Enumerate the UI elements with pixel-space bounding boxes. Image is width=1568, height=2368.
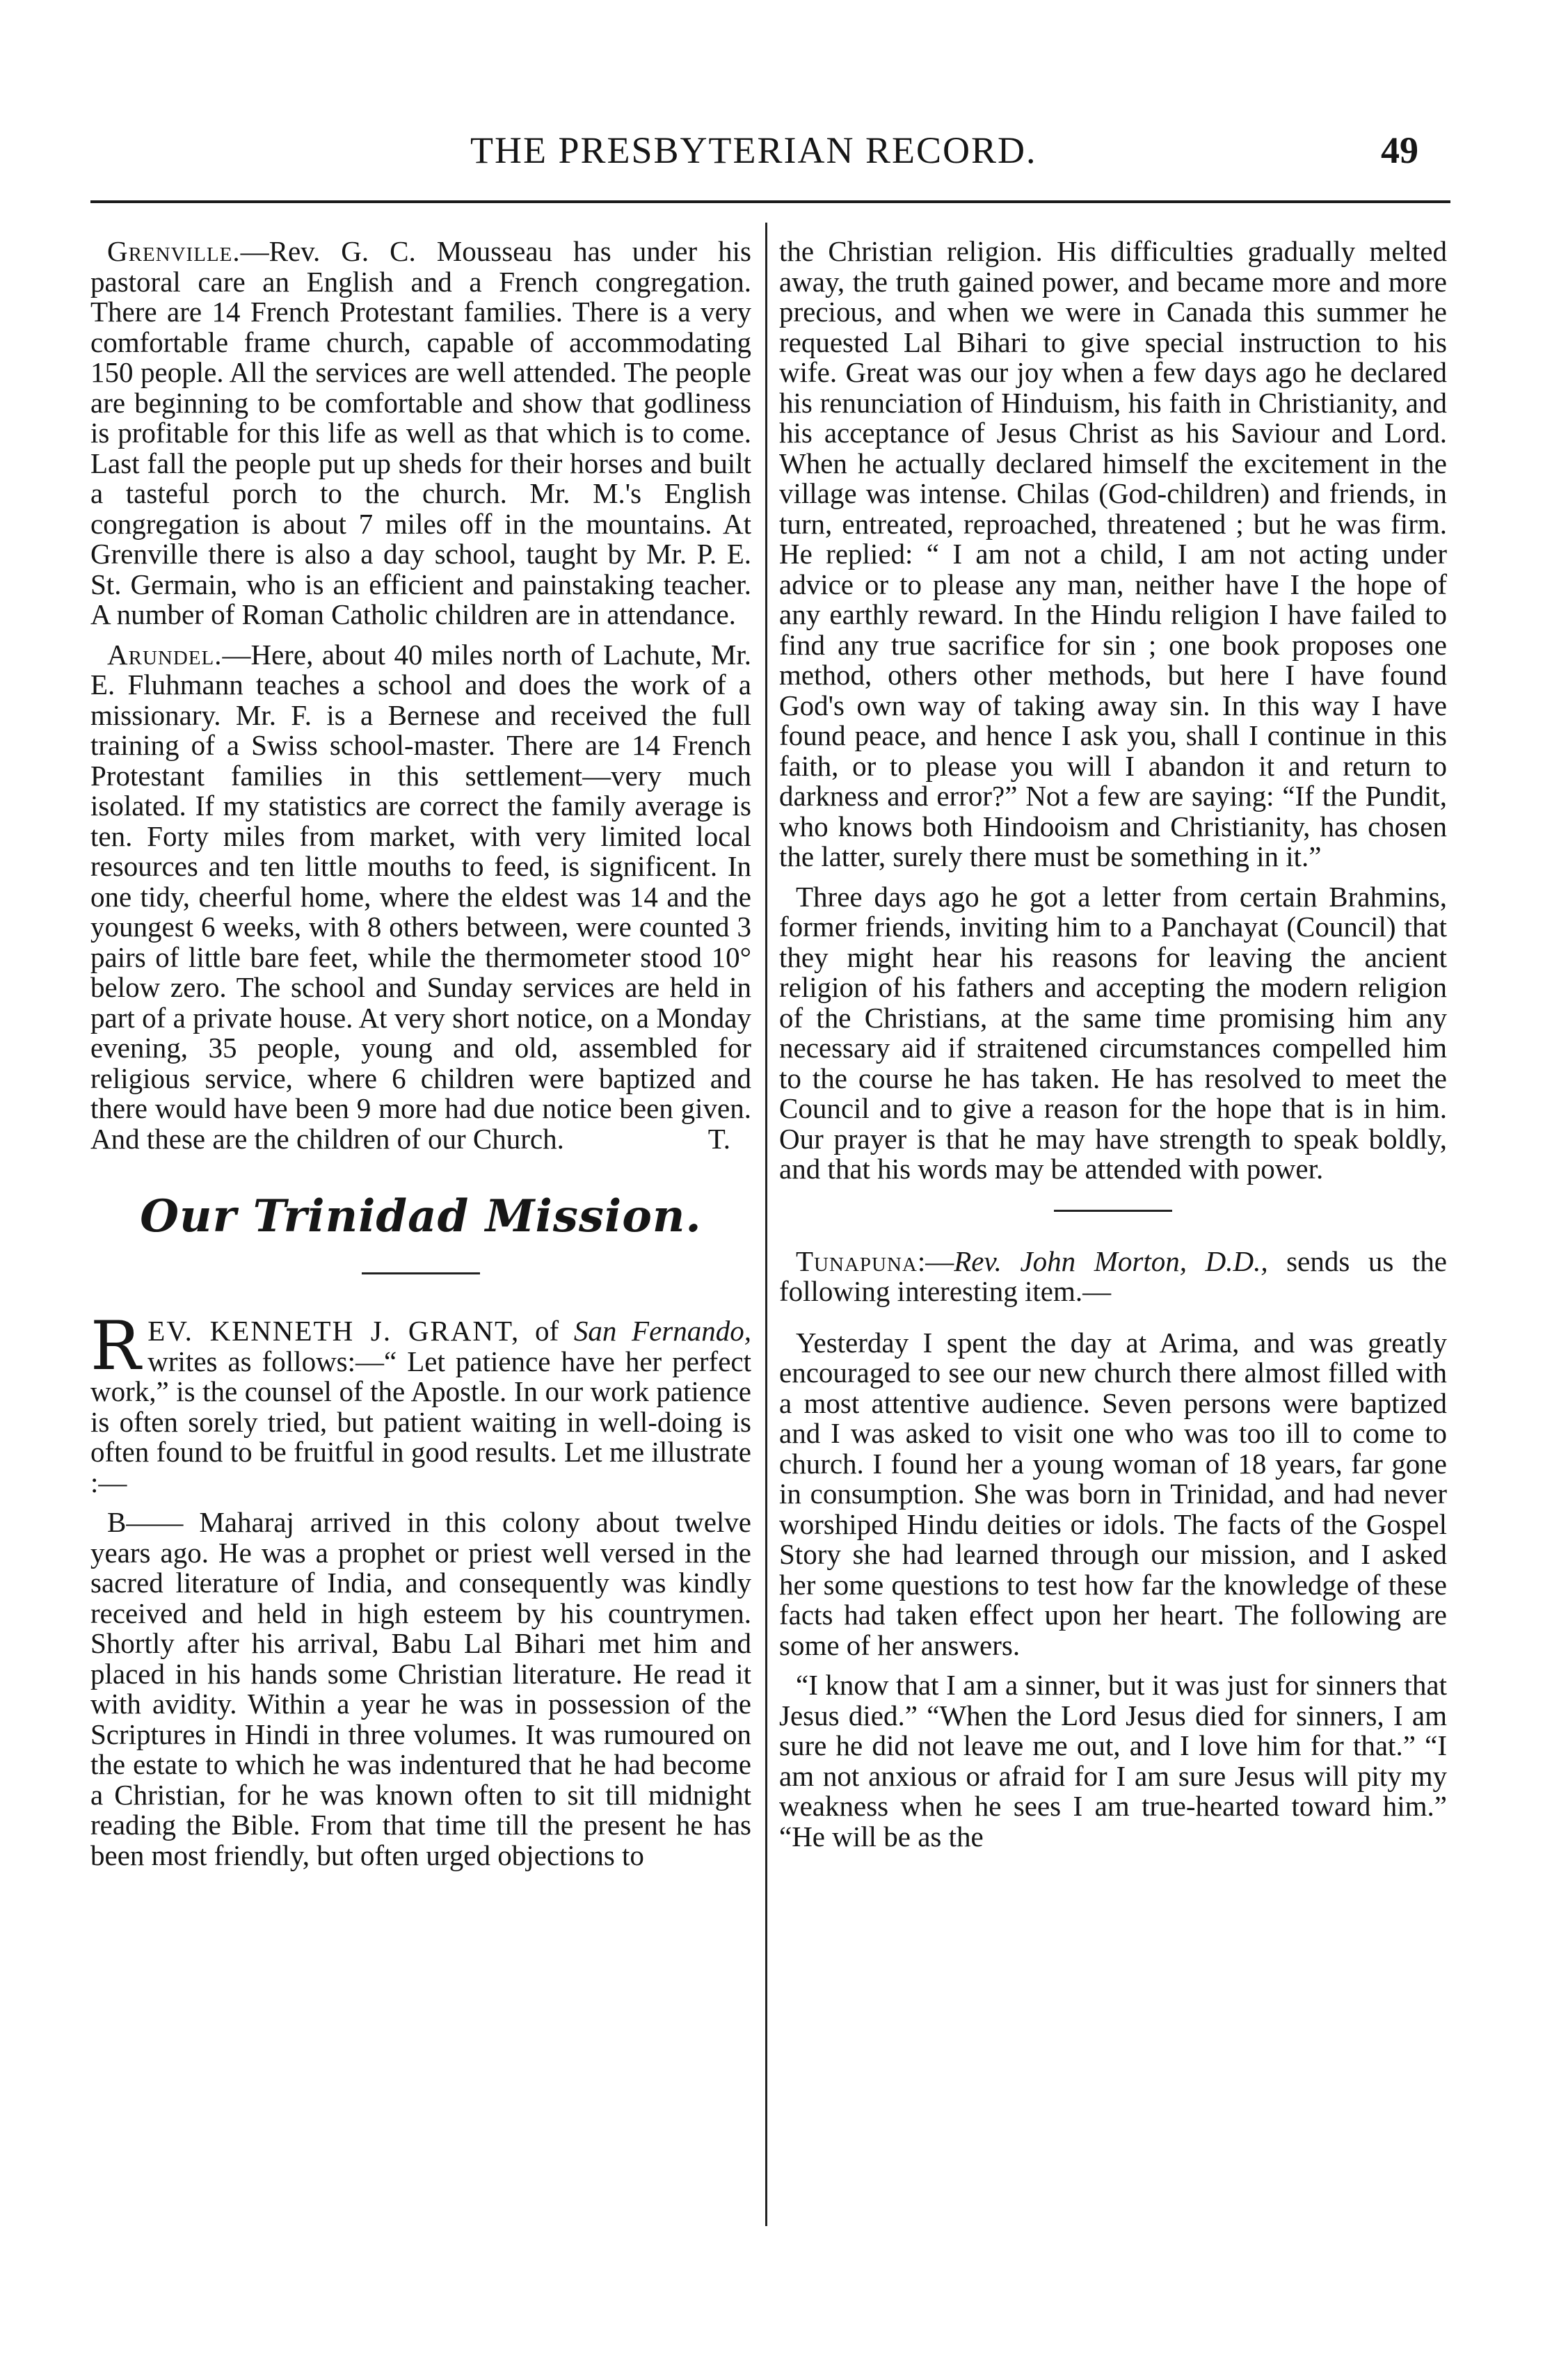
grant-intro-connector: of	[520, 1315, 574, 1347]
arundel-paragraph	[90, 640, 751, 1155]
journal-title: THE PRESBYTERIAN RECORD.	[470, 129, 1037, 171]
tunapuna-separator: :—	[917, 1245, 954, 1277]
arundel-text: —Here, about 40 miles north of Lachute, Mr. E. Fluhmann teaches a school and does the work of a missionary. Mr. F. is a Bernese and received the full training of a Swiss school-master. There are 14 French Protestant families in this settlement—very much isolated. If my statistics are correct the family average is ten. Forty miles from market, with very limited local resources and ten little mouths to feed, is significent. In one tidy, cheerful home, where the eldest was 14 and the youngest 6 weeks, with 8 others between, were counted 3 pairs of little bare feet, while the thermometer stood 10° below zero. The school and Sunday services are held in part of a private house. At very short notice, on a Monday evening, 35 people, young and old, assembled for religious service, where 6 children were baptized and there would have been 9 more had due notice been given. And these are the children of our Church.	[90, 638, 751, 1155]
arima-paragraph: Yesterday I spent the day at Arima, and was greatly encouraged to see our new church there almost filled with a most attentive audience. Seven persons were baptized and I was asked to visit one who was too ill to come to church. I found her a young woman of 18 years, far gone in consumption. She was born in Trinidad, and had never worshiped Hindu deities or idols. The facts of the Gospel Story she had learned through our mission, and I asked her some questions to test how far the knowledge of these facts had taken effect upon her heart. The following are some of her answers.	[779, 1326, 1447, 1661]
tunapuna-author: Rev. John Morton, D.D.,	[954, 1245, 1268, 1277]
drop-cap: R	[90, 1307, 141, 1385]
page-header	[0, 129, 1568, 184]
brahmins-paragraph: Three days ago he got a letter from certain Brahmins, former friends, inviting him to a Panchayat (Council) that they might hear his reasons for leaving the ancient religion of his fathers and accepting the modern religion of the Christians, at the same time promising him any necessary aid if straitened circumstances compelled him to the course he has taken. He has resolved to meet the Council and to give a reason for the hope that is in him. Our prayer is that he may have strength to speak boldly, and that his words may be attended with power.	[779, 880, 1447, 1185]
header-rule	[90, 200, 1450, 203]
answers-paragraph: “I know that I am a sinner, but it was just for sinners that Jesus died.” “When the Lord Jesus died for sinners, I am sure he did not leave me out, and I love him for that.” “I am not anxious or afraid for I am sure Jesus will pity my weakness when he sees I am true-hearted toward him.” “He will be as the	[779, 1669, 1447, 1853]
tunapuna-paragraph	[779, 1247, 1447, 1307]
grenville-heading: Grenville.	[107, 235, 241, 267]
maharaj-paragraph: B—— Maharaj arrived in this colony about twelve years ago. He was a prophet or priest well versed in the sacred literature of India, and consequently was kindly received and held in high esteem by his countrymen. Shortly after his arrival, Babu Lal Bihari met him and placed in his hands some Christian literature. He read it with avidity. Within a year he was in possession of the Scriptures in Hindi in three volumes. It was rumoured on the estate to which he was indentured that he had become a Christian, for he was known often to sit till midnight reading the Bible. From that time till the present he has been most friendly, but often urged objections to	[90, 1506, 751, 1871]
right-section-rule	[1054, 1210, 1172, 1212]
grant-place: San Fernando,	[573, 1315, 752, 1347]
tunapuna-heading: Tunapuna	[796, 1245, 918, 1277]
left-column	[90, 237, 751, 1871]
section-title: Our Trinidad Mission.	[140, 1190, 702, 1242]
page-number: 49	[1381, 129, 1418, 171]
section-rule	[362, 1272, 480, 1274]
continuation-paragraph: the Christian religion. His difficulties gradually melted away, the truth gained power, and became more and more precious, and when we were in Canada this summer he requested Lal Bihari to give special instruction to his wife. Great was our joy when a few days ago he declared his renunciation of Hinduism, his faith in Christianity, and his acceptance of Jesus Christ as his Saviour and Lord. When he actually declared himself the excitement in the village was intense. Chilas (God-children) and friends, in turn, entreated, reproached, threatened ; but he was firm. He replied: “ I am not a child, I am not acting under advice or to please any man, neither have I the hope of any earthly reward. In the Hindu religion I have failed to find any true sacrifice for sin ; one book proposes one method, others other methods, but here I have found God's own way of taking away sin. In this way I have found peace, and hence I ask you, shall I continue in this faith, or to please you will I abandon it and return to darkness and error?” Not a few are saying: “If the Pundit, who knows both Hindooism and Christianity, has chosen the latter, surely there must be something in it.”	[779, 235, 1447, 872]
grant-intro-paragraph	[90, 1307, 752, 1498]
grant-name: EV. KENNETH J. GRANT,	[147, 1315, 520, 1347]
grenville-text: —Rev. G. C. Mousseau has under his pastoral care an English and a French congregation. There are 14 French Protestant families. There is a very comfortable frame church, capable of accommodating 150 people. All the services are well attended. The people are beginning to be comfortable and show that godliness is profitable for this life as well as that which is to come. Last fall the people put up sheds for their horses and built a tasteful porch to the church. Mr. M.'s English congregation is about 7 miles off in the mountains. At Grenville there is also a day school, taught by Mr. P. E. St. Germain, who is an efficient and painstaking teacher. A number of Roman Catholic children are in attendance.	[90, 235, 751, 630]
column-divider	[765, 223, 767, 2226]
right-column	[779, 237, 1447, 1852]
grenville-paragraph	[90, 237, 751, 630]
signature: T.	[707, 1122, 730, 1155]
tunapuna-text: sends us the following interesting item.—	[779, 1245, 1447, 1307]
arundel-heading: Arundel.	[107, 638, 223, 671]
grant-intro-text: writes as follows:—“ Let patience have her perfect work,” is the counsel of the Apostle. In our work patience is often sorely tried, but patient waiting in well-doing is often found to be fruitful in good results. Let me illustrate :—	[90, 1345, 751, 1498]
